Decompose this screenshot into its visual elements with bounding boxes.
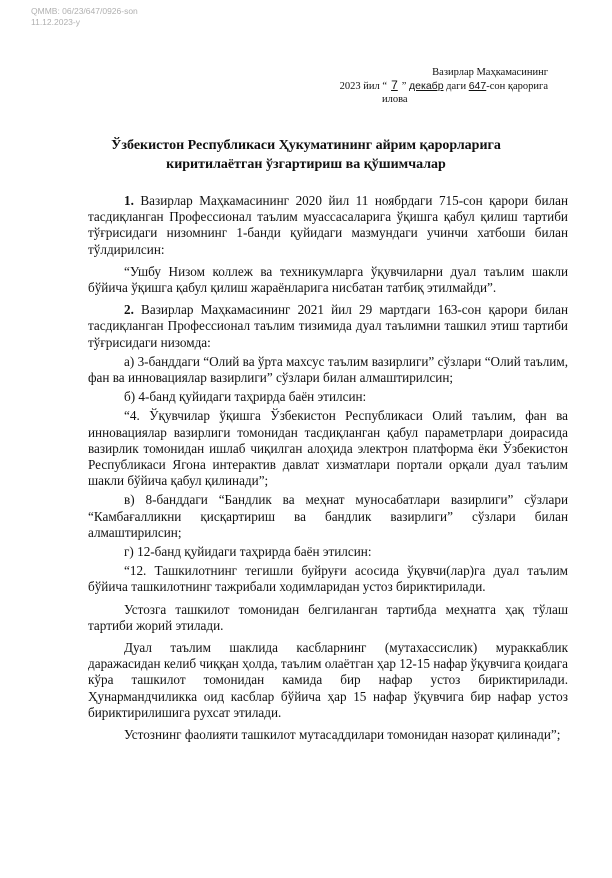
paragraph-number: 1. xyxy=(124,193,134,208)
paragraph-text: Устозга ташкилот томонидан белгиланган тартибда меҳнатга ҳақ тўлаш тартиби жорий этилади. xyxy=(88,601,568,633)
approval-block xyxy=(328,66,548,106)
paragraph-6 xyxy=(88,408,568,489)
approval-suffix: -сон қарорига xyxy=(486,81,548,92)
paragraph-text: Устознинг фаолияти ташкилот мутасаддилари томонидан назорат қилинади”; xyxy=(124,727,561,743)
approval-line-2 xyxy=(328,79,548,93)
paragraph-text: “Ушбу Низом коллеж ва техникумларга ўқувчиларни дуал таълим шакли бўйича ўқишга қабул қилиш жараёнларига нисбатан татбиқ этилмайди”. xyxy=(88,263,568,296)
registration-stamp xyxy=(31,6,138,28)
paragraph-number: 2. xyxy=(124,302,134,318)
paragraph-8 xyxy=(88,544,568,560)
approval-quote-close: ” xyxy=(401,81,407,92)
paragraph-text: Вазирлар Маҳкамасининг 2021 йил 29 мартдаги 163-сон қарори билан тасдиқланган Профессионал таълим тизимида дуал таълимни ташкил этиш тартиби тўғрисидаги низомда: xyxy=(88,302,568,350)
paragraph-5 xyxy=(88,389,568,405)
paragraph-11 xyxy=(88,640,568,721)
approval-year: 2023 йил “ xyxy=(339,81,388,92)
paragraph-text: “4. Ўқувчилар ўқишга Ўзбекистон Республикаси Олий таълим, фан ва инновациялар вазирлиги томонидан тасдиқланган қабул параметрлари доирасида вазирлик томонидан ишлаб чиқилган алоҳида электрон платформа ёки Ўзбекистон Республикаси Ягона интерактив давлат хизматлари портали орқали дуал таълим шакли бўйича қабул қилинади”; xyxy=(88,408,568,489)
paragraph-12 xyxy=(88,727,568,743)
document-title: Ўзбекистон Республикаси Ҳукуматининг айрим қарорларига киритилаётган ўзгартириш ва қўшимчалар xyxy=(111,138,501,172)
paragraph-text: б) 4-банд қуйидаги таҳрирда баён этилсин: xyxy=(124,389,367,405)
approval-month: декабр xyxy=(409,80,444,92)
approval-dagi: даги xyxy=(446,81,467,92)
paragraph-2 xyxy=(88,264,568,296)
paragraph-3 xyxy=(88,302,568,351)
document-body xyxy=(88,193,568,749)
paragraph-text: Дуал таълим шаклида касбларнинг (мутахассислик) мураккаблик даражасидан келиб чиққан ҳолда, таълим олаётган ҳар 12-15 нафар ўқувчига қоидага кўра ташкилот томонидан камида бир нафар устоз бириктирилади. Ҳунармандчиликка оид касблар бўйича ҳар 15 нафар ўқувчига бир нафар устоз бириктирилишига рухсат этилади. xyxy=(88,640,568,720)
paragraph-7 xyxy=(88,492,568,541)
approval-line-3: илова xyxy=(382,94,408,105)
paragraph-text: Вазирлар Маҳкамасининг 2020 йил 11 ноябрдаги 715-сон қарори билан тасдиқланган Профессионал таълим муассасаларига ўқишга қабул қилиш тартиби тўғрисидаги низомнинг 1-банди қуйидаги мазмундаги учинчи хатбоши билан тўлдирилсин: xyxy=(88,193,568,257)
approval-line-1: Вазирлар Маҳкамасининг xyxy=(432,67,548,78)
paragraph-1 xyxy=(88,193,568,258)
paragraph-text: в) 8-банддаги “Бандлик ва меҳнат муносабатлари вазирлиги” сўзлари “Камбағалликни қисқартириш ва бандлик вазирлиги” сўзлари билан алмаштирилсин; xyxy=(88,492,568,540)
paragraph-4 xyxy=(88,354,568,386)
approval-number: 647 xyxy=(468,80,487,92)
stamp-ref: QMMB: 06/23/647/0926-son xyxy=(31,6,138,16)
paragraph-10 xyxy=(88,602,568,634)
paragraph-text: а) 3-банддаги “Олий ва ўрта махсус таълим вазирлиги” сўзлари “Олий таълим, фан ва инновациялар вазирлиги” сўзлари билан алмаштирилсин; xyxy=(88,353,568,386)
paragraph-9 xyxy=(88,563,568,595)
paragraph-text: “12. Ташкилотнинг тегишли буйруғи асосида ўқувчи(лар)га дуал таълим бўйича ташкилотнинг тажрибали ходимларидан устоз бириктирилади. xyxy=(88,563,568,595)
approval-day: 7 xyxy=(391,78,398,92)
stamp-date: 11.12.2023-y xyxy=(31,17,80,27)
paragraph-text: г) 12-банд қуйидаги таҳрирда баён этилсин: xyxy=(124,544,372,560)
